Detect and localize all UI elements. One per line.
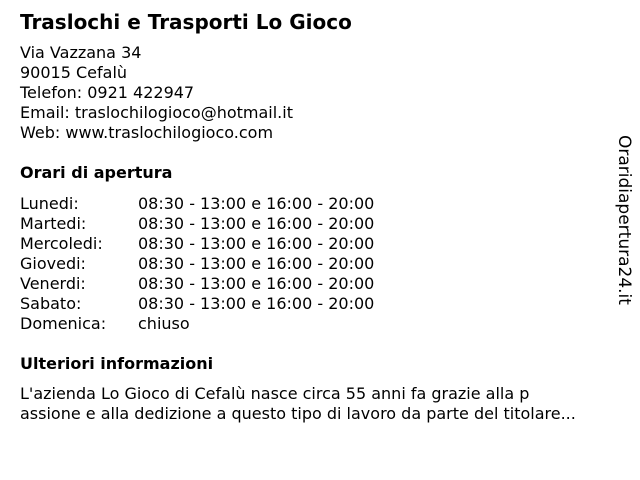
time-value: chiuso — [138, 314, 190, 333]
day-label: Mercoledi: — [20, 234, 103, 253]
website: Web: www.traslochilogioco.com — [20, 123, 274, 142]
day-label: Martedi: — [20, 214, 87, 233]
description-line: L'azienda Lo Gioco di Cefalù nasce circa 55 anni fa grazie alla p — [20, 384, 530, 403]
time-value: 08:30 - 13:00 e 16:00 - 20:00 — [138, 274, 375, 293]
opening-hours-heading: Orari di apertura — [20, 163, 173, 182]
time-value: 08:30 - 13:00 e 16:00 - 20:00 — [138, 254, 375, 273]
street-address: Via Vazzana 34 — [20, 43, 142, 62]
day-label: Venerdi: — [20, 274, 86, 293]
email-address: Email: traslochilogioco@hotmail.it — [20, 103, 293, 122]
address-block — [20, 43, 293, 143]
postal-city: 90015 Cefalù — [20, 63, 128, 82]
description-line: assione e alla dedizione a questo tipo di lavoro da parte del titolare... — [20, 404, 576, 423]
day-label: Lunedi: — [20, 194, 79, 213]
description-text — [20, 384, 630, 424]
time-value: 08:30 - 13:00 e 16:00 - 20:00 — [138, 214, 375, 233]
phone-number: Telefon: 0921 422947 — [20, 83, 195, 102]
more-info-heading: Ulteriori informazioni — [20, 354, 214, 373]
time-value: 08:30 - 13:00 e 16:00 - 20:00 — [138, 294, 375, 313]
time-value: 08:30 - 13:00 e 16:00 - 20:00 — [138, 194, 375, 213]
site-watermark: Oraridiapertura24.it — [614, 135, 634, 305]
day-label: Sabato: — [20, 294, 82, 313]
time-value: 08:30 - 13:00 e 16:00 - 20:00 — [138, 234, 375, 253]
day-label: Giovedi: — [20, 254, 86, 273]
day-label: Domenica: — [20, 314, 107, 333]
business-name: Traslochi e Trasporti Lo Gioco — [20, 10, 352, 34]
